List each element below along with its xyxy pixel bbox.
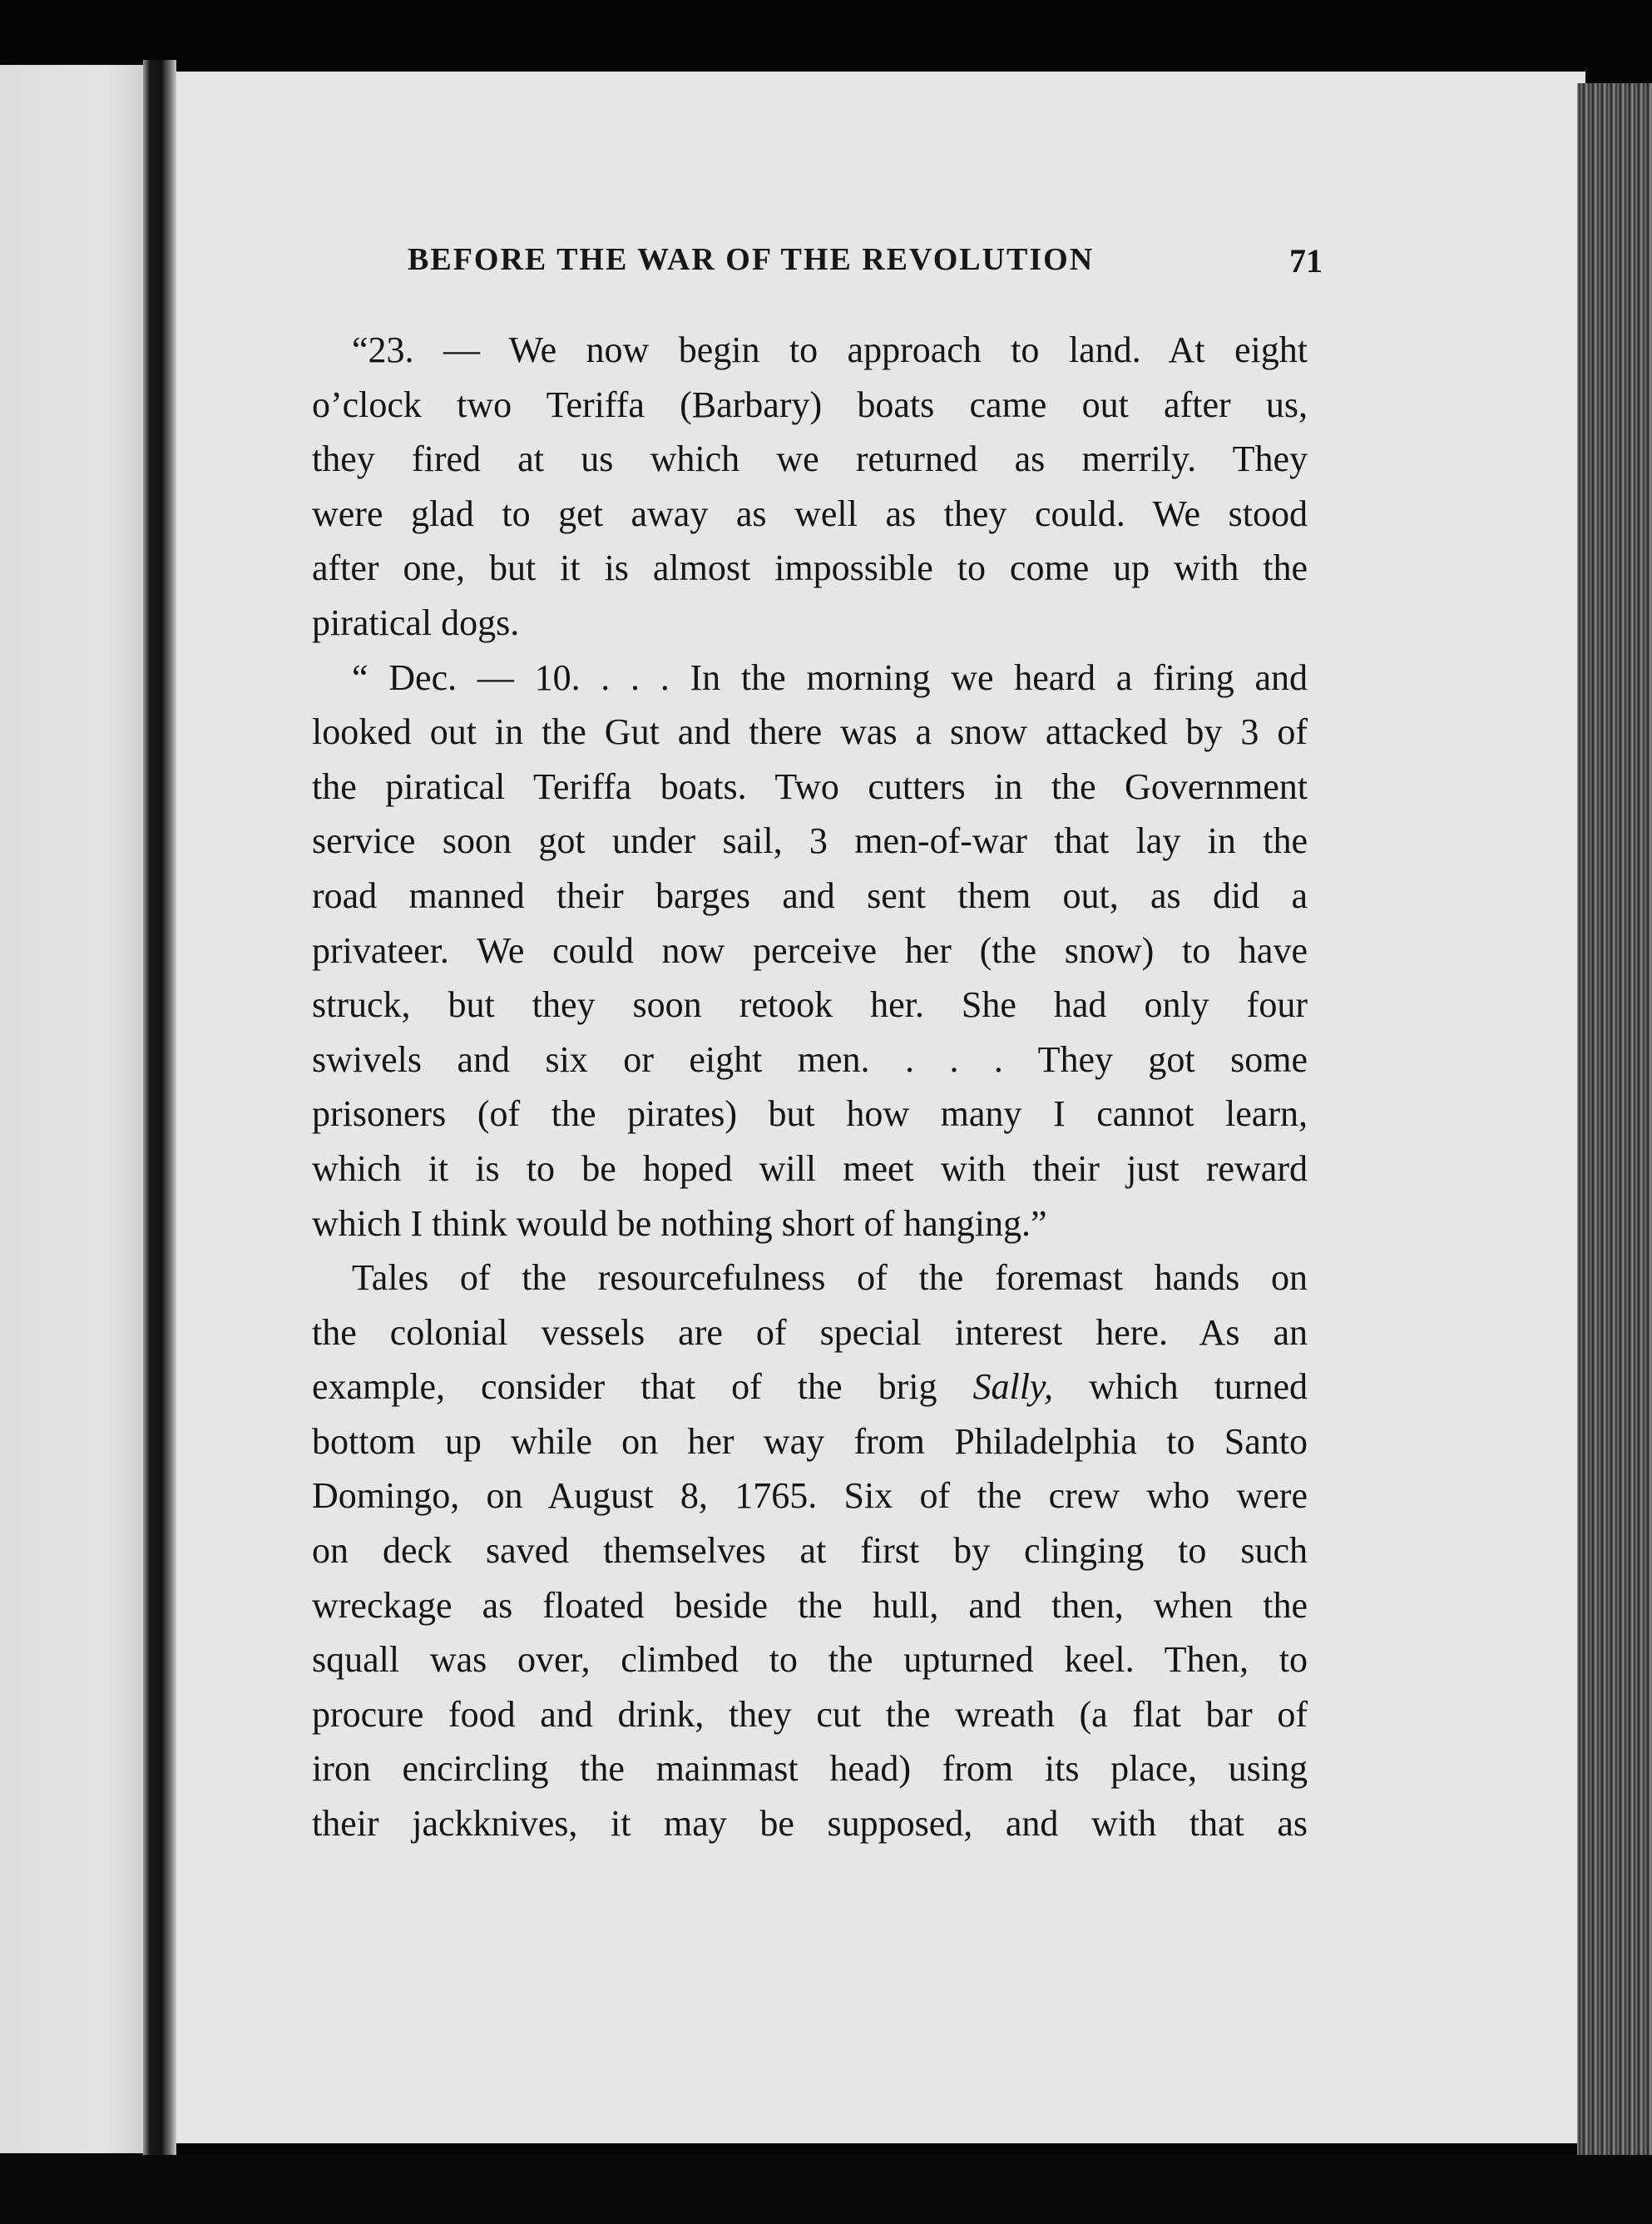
text-line: on deck saved themselves at first by clinging to such: [312, 1530, 1308, 1572]
text-line: service soon got under sail, 3 men-of-war that lay in the: [312, 820, 1308, 862]
text-line: were glad to get away as well as they could. We stood: [312, 493, 1308, 534]
scan-bottom-border: [0, 2155, 1652, 2224]
paragraph-brig-sally: [312, 1251, 1308, 1851]
text-line: struck, but they soon retook her. She had only four: [312, 984, 1308, 1026]
facing-page-edge: [0, 65, 148, 2153]
paragraph-quote-dec-10: [312, 651, 1308, 1251]
text-line: “23. — We now begin to approach to land. At eight: [352, 329, 1308, 370]
text-fragment: example, consider that of the brig: [312, 1366, 937, 1408]
text-line: iron encircling the mainmast head) from its place, using: [312, 1748, 1308, 1790]
text-line: procure food and drink, they cut the wreath (a flat bar of: [312, 1693, 1308, 1735]
text-line: looked out in the Gut and there was a snow attacked by 3 of: [312, 711, 1308, 753]
text-line: Tales of the resourcefulness of the foremast hands on: [352, 1257, 1308, 1299]
text-line: squall was over, climbed to the upturned keel. Then, to: [312, 1639, 1308, 1681]
page-block-edges: [1577, 83, 1652, 2163]
text-line: they fired at us which we returned as merrily. They: [312, 438, 1308, 480]
text-line: which it is to be hoped will meet with their just reward: [312, 1147, 1308, 1189]
text-line: Domingo, on August 8, 1765. Six of the crew who were: [312, 1475, 1308, 1517]
text-line: privateer. We could now perceive her (the snow) to have: [312, 929, 1308, 971]
book-gutter: [143, 60, 176, 2165]
text-line: their jackknives, it may be supposed, and with that as: [312, 1803, 1308, 1845]
paragraph-quote-23: [312, 323, 1308, 651]
text-line: after one, but it is almost impossible to come up with the: [312, 547, 1308, 589]
text-line: o’clock two Teriffa (Barbary) boats came out after us,: [312, 384, 1308, 425]
text-line: which I think would be nothing short of hanging.”: [312, 1202, 1047, 1244]
page-header: [408, 241, 1323, 300]
text-line: “ Dec. — 10. . . . In the morning we heard a firing and: [352, 656, 1308, 698]
text-line: road manned their barges and sent them out, as did a: [312, 874, 1308, 916]
body-text: [312, 323, 1308, 1851]
ship-name-italic: Sally,: [972, 1366, 1054, 1408]
page-number: 71: [1289, 242, 1323, 280]
text-fragment: which turned: [1089, 1366, 1308, 1408]
text-line: piratical dogs.: [312, 602, 520, 643]
text-line-with-italic: [312, 1360, 1308, 1414]
running-head: BEFORE THE WAR OF THE REVOLUTION: [408, 242, 1095, 277]
text-line: prisoners (of the pirates) but how many I cannot learn,: [312, 1093, 1308, 1135]
text-line: the colonial vessels are of special interest here. As an: [312, 1311, 1308, 1353]
text-line: wreckage as floated beside the hull, and then, when the: [312, 1584, 1308, 1626]
text-line: the piratical Teriffa boats. Two cutters in the Government: [312, 765, 1308, 807]
text-line: swivels and six or eight men. . . . They got some: [312, 1038, 1308, 1080]
text-line: bottom up while on her way from Philadelphia to Santo: [312, 1420, 1308, 1462]
